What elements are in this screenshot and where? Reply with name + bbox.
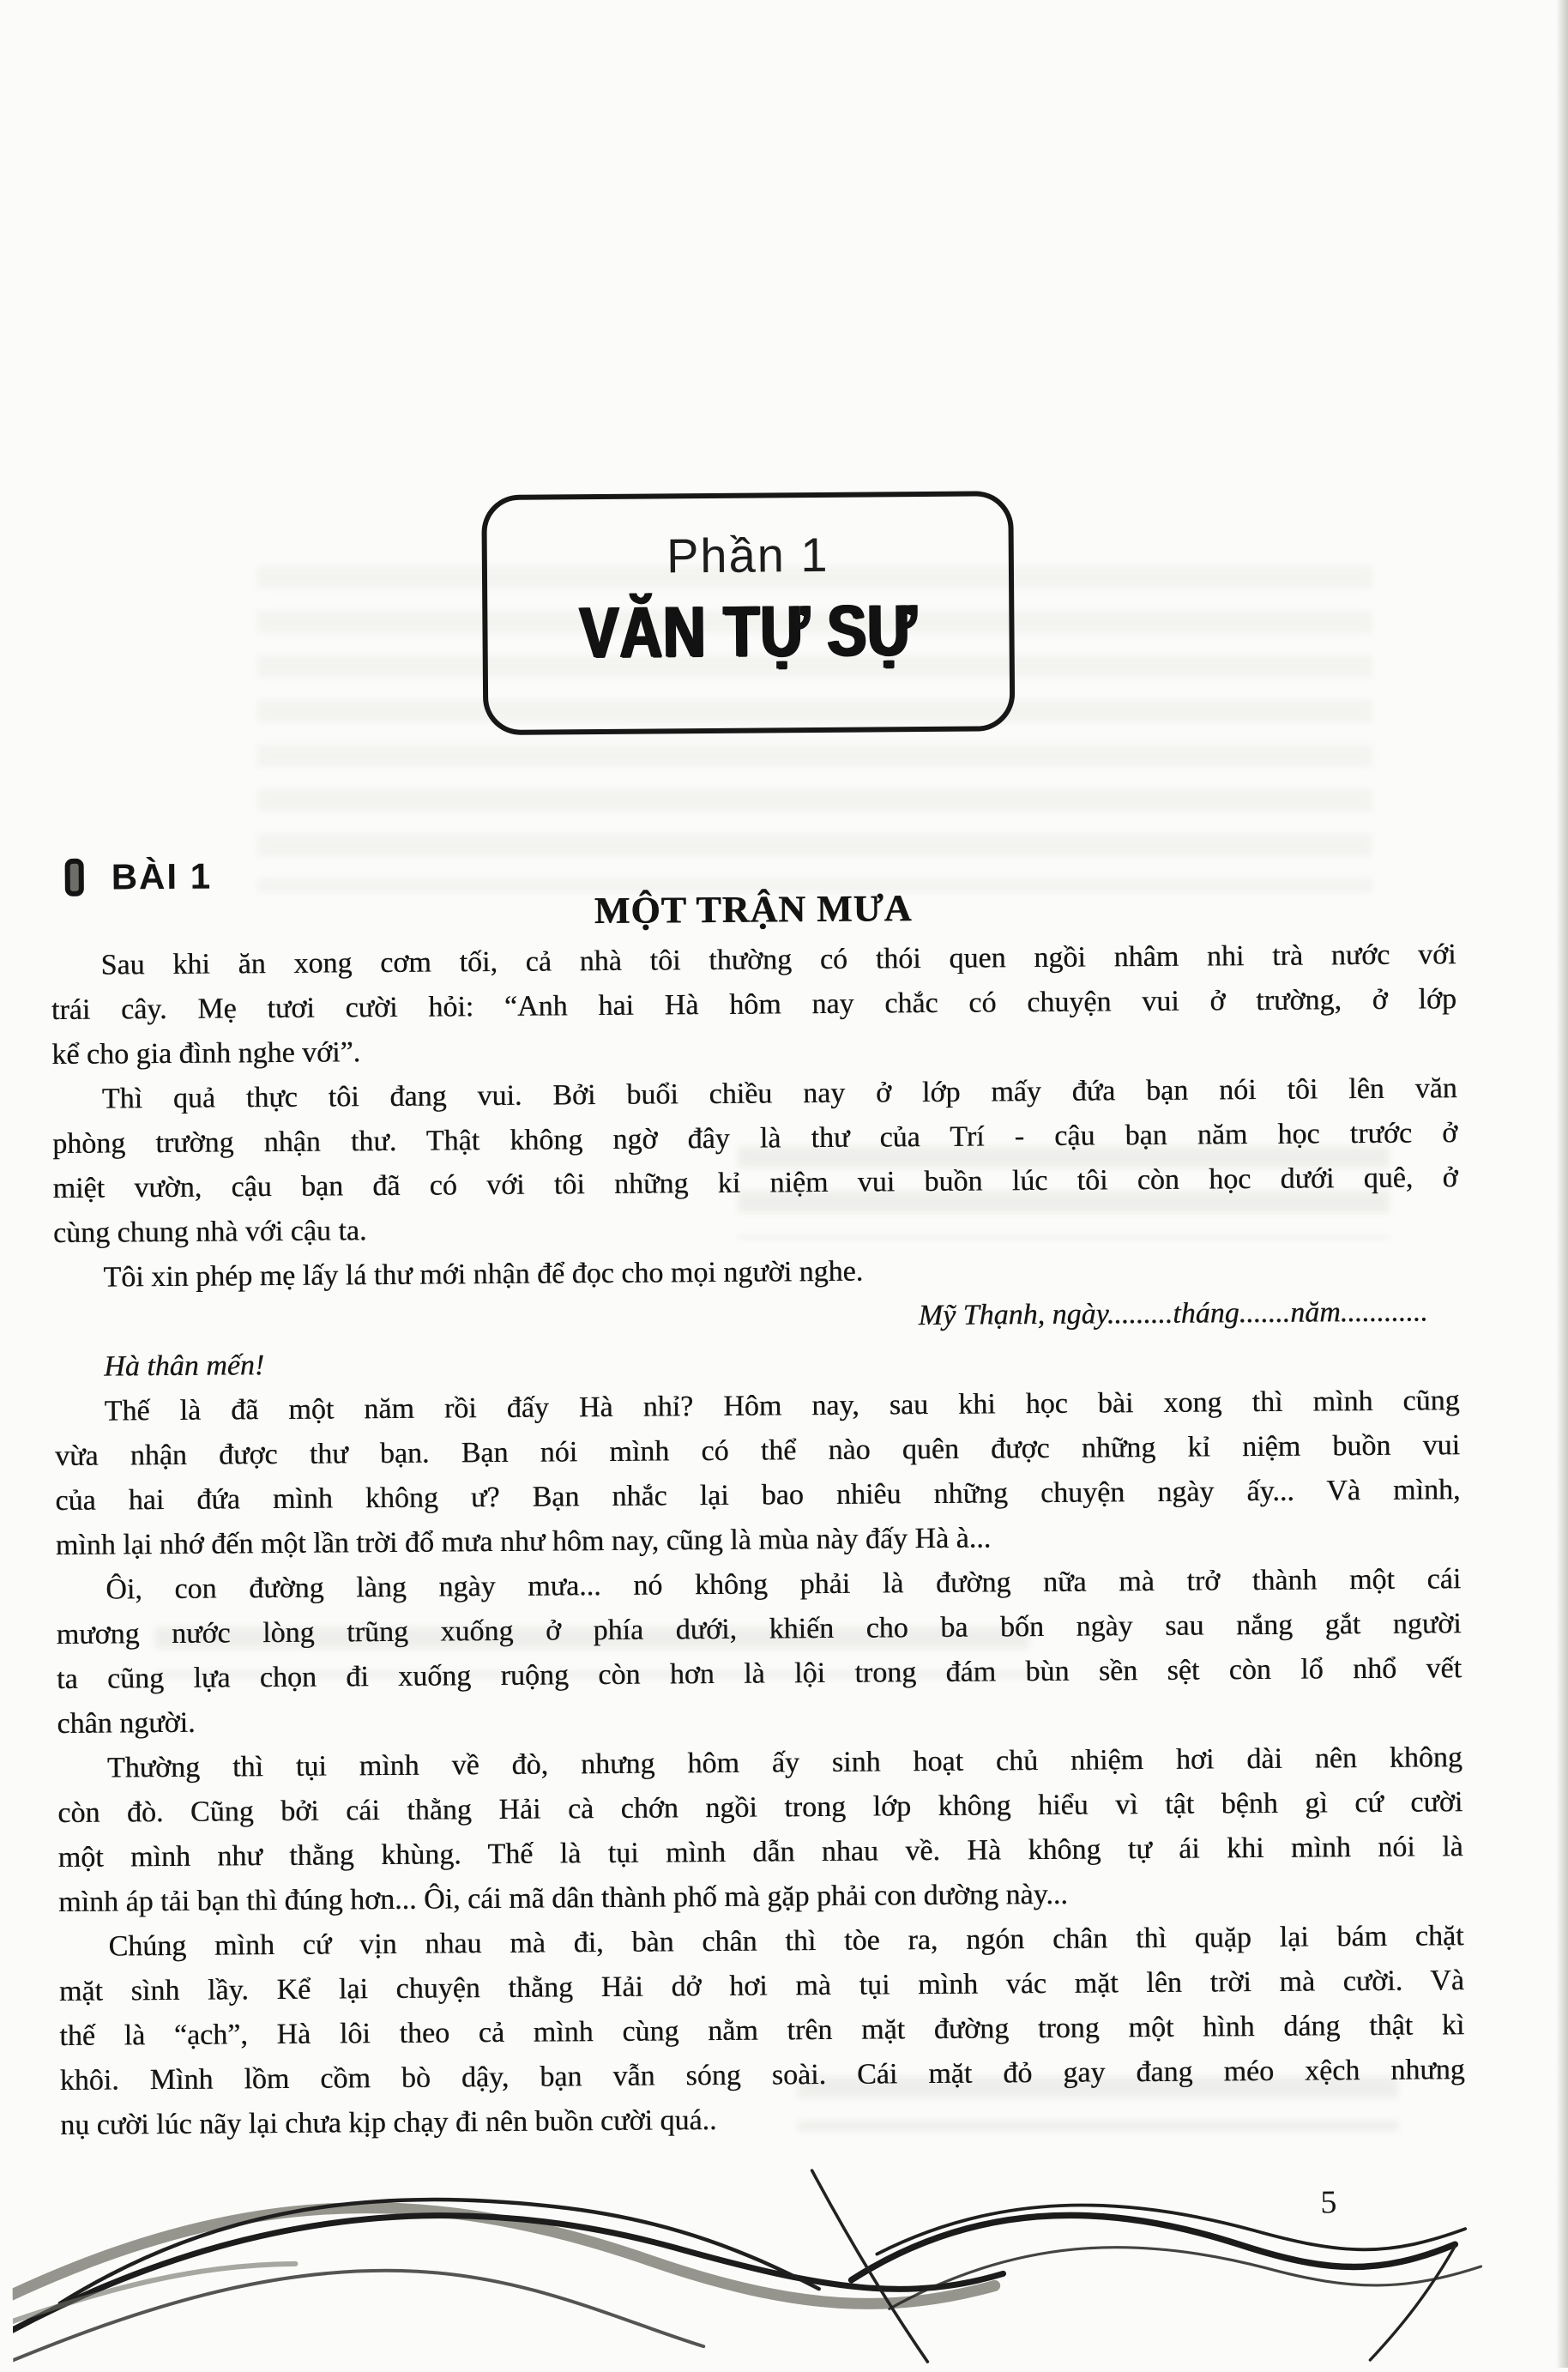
text-line: trái cây. Mẹ tươi cười hỏi: “Anh hai Hà hôm nay chắc có chuyện vui ở trường, ở lớp — [51, 983, 1457, 1027]
footer-swoosh-graphic — [12, 2152, 1568, 2372]
text-line: Tôi xin phép mẹ lấy lá thư mới nhận để đọc cho mọi người nghe. — [103, 1255, 864, 1294]
text-line: thế là “ạch”, Hà lôi theo cả mình cùng nằm trên mặt đường trong một hình dáng thật kì — [59, 2009, 1465, 2053]
story-title: MỘT TRẬN MƯA — [594, 887, 913, 933]
text-line: phòng trường nhận thư. Thật không ngờ đây là thư của Trí - cậu bạn năm học trước ở — [52, 1117, 1458, 1161]
part-title — [487, 588, 1010, 674]
text-line: khôi. Mình lồm cồm bò dậy, bạn vẫn sóng soài. Cái mặt đỏ gay đang méo xệch nhưng — [59, 2054, 1465, 2097]
scan-edge-shadow — [1556, 0, 1568, 2368]
text-line: vừa nhận được thư bạn. Bạn nói mình có thể nào quên được những kỉ niệm buồn vui — [54, 1429, 1461, 1473]
text-line: Thì quả thực tôi đang vui. Bởi buổi chiều nay ở lớp mấy đứa bạn nói tôi lên văn — [101, 1072, 1457, 1115]
text-line: mình áp tải bạn thì đúng hơn... Ôi, cái mã dân thành phố mà gặp phải con dường này... — [57, 1878, 1069, 1919]
text-line: Hà thân mến! — [104, 1349, 265, 1383]
text-line: ta cũng lựa chọn đi xuống ruộng còn hơn là lội trong đám bùn sền sệt còn lổ nhổ vết — [56, 1652, 1462, 1696]
text-line: Ôi, con đường làng ngày mưa... nó không phải là đường nữa mà trở thành một cái — [106, 1563, 1462, 1606]
text-line: Thường thì tụi mình về đò, nhưng hôm ấy sinh hoạt chủ nhiệm hơi dài nên không — [106, 1741, 1462, 1784]
part-title-box — [481, 491, 1015, 735]
text-line: mình lại nhớ đến một lần trời đổ mưa như hôm nay, cũng là mùa này đấy Hà à... — [55, 1522, 992, 1562]
text-line: mương nước lòng trũng xuống ở phía dưới, khiến cho ba bốn ngày sau nắng gắt người — [56, 1608, 1462, 1651]
text-line: Chúng mình cứ vịn nhau mà đi, bàn chân thì tòe ra, ngón chân thì quặp lại bám chặt — [108, 1920, 1464, 1963]
body-text — [51, 933, 1465, 2149]
part-kicker: Phần 1 — [666, 527, 829, 583]
page-number: 5 — [1320, 2184, 1337, 2221]
part-title-text: VĂN TỰ SỰ — [579, 589, 918, 673]
text-line: chân người. — [57, 1706, 196, 1741]
lesson-label: BÀI 1 — [111, 855, 213, 897]
text-line: miệt vườn, cậu bạn đã có với tôi những kỉ niệm vui buồn lúc tôi còn học dưới quê, ở — [52, 1162, 1458, 1205]
text-line: cùng chung nhà với cậu ta. — [52, 1215, 367, 1250]
text-line: còn đò. Cũng bởi cái thằng Hải cà chớn ngồi trong lớp không hiểu vì tật bệnh gì cứ cười — [57, 1786, 1463, 1830]
text-line: nụ cười lúc nãy lại chưa kịp chạy đi nên buồn cười quá.. — [60, 2103, 717, 2141]
text-line: Thế là đã một năm rồi đấy Hà nhỉ? Hôm nay, sau khi học bài xong thì mình cũng — [104, 1385, 1460, 1427]
text-line: mặt sình lầy. Kể lại chuyện thằng Hải dở hơi mà tụi mình vác mặt lên trời mà cười. Và — [58, 1965, 1465, 2008]
swoosh-strokes — [12, 2165, 1482, 2371]
square-bullet-icon — [65, 859, 84, 896]
text-line: Mỹ Thạnh, ngày.........tháng.......năm............ — [918, 1295, 1428, 1332]
text-line: kể cho gia đình nghe với”. — [51, 1036, 361, 1071]
text-line: một mình như thằng khùng. Thế là tụi mình dẫn nhau về. Hà không tự ái khi mình nói là — [57, 1831, 1463, 1874]
text-line: của hai đứa mình không ư? Bạn nhắc lại bao nhiêu những chuyện ngày ấy... Và mình, — [55, 1474, 1461, 1518]
text-line: Sau khi ăn xong cơm tối, cả nhà tôi thường có thói quen ngồi nhâm nhi trà nước với — [100, 939, 1456, 981]
